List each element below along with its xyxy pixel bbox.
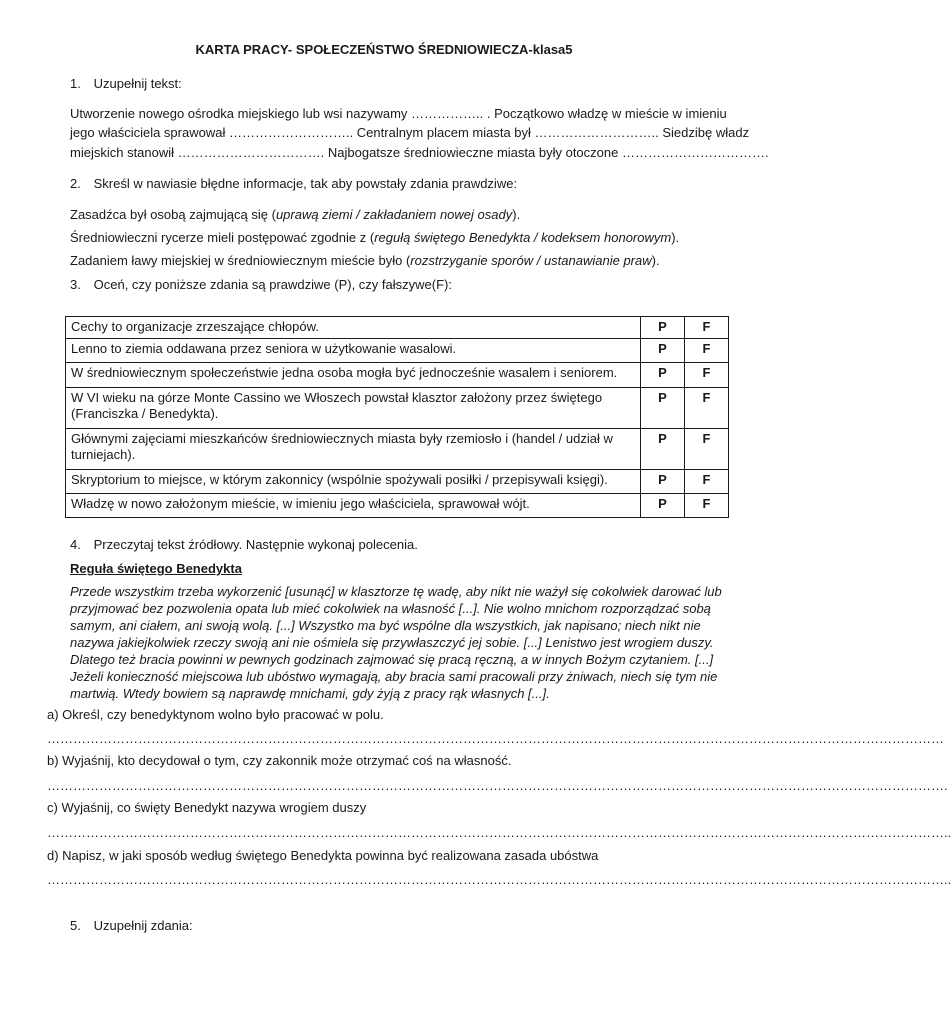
answer-line-a[interactable]: ……………………………………………………………………………………………………………………………………………………………………………………… (47, 731, 944, 746)
task1-line-3: miejskich stanowił ……………………………. Najbogatsze średniowieczne miasta były otoczone ……………………………. (70, 145, 769, 160)
true-option[interactable]: P (641, 494, 685, 518)
source-text: Przede wszystkim trzeba wykorzenić [usunąć] w klasztorze tę wadę, aby nikt nie ważył się cokolwiek darować lub przyjmować bez pozwolenia opata lub mieć cokolwiek na własność [...]. Nie wolno mnichom rozporządzać sobą samym, ani ciałem, ani swoją wolą. [...] Wszystko ma być wspólne dla wszystkich, jak napisano; niech nikt nie nazywa jakiejkolwiek rzeczy swoją ani nie ośmiela się przywłaszczyć jej sobie. [...] Lenistwo jest wrogiem duszy. Dlatego też bracia powinni w pewnych godzinach zajmować się pracą ręczną, a w innych Bożym czytaniem. [...] Jeżeli konieczność miejscowa lub ubóstwo wymagają, aby bracia sami pracowali przy żniwach, niech się tym nie martwią. Wtedy bowiem są naprawdę mnichami, gdy żyją z pracy rąk własnych [...]. (70, 584, 722, 701)
task2-number: 2. (70, 176, 81, 191)
true-option[interactable]: P (641, 388, 685, 429)
source-title: Reguła świętego Benedykta (70, 561, 242, 576)
table-row (66, 388, 729, 429)
sentence-text: Średniowieczni rycerze mieli postępować zgodnie z ( (70, 230, 375, 245)
task2-label: Skreśl w nawiasie błędne informacje, tak aby powstały zdania prawdziwe: (93, 176, 518, 191)
answer-line-c[interactable]: ……………………………………………………………………………………………………………………………………………………………………………………….. (47, 825, 951, 840)
question-c: c) Wyjaśnij, co święty Benedykt nazywa wrogiem duszy (47, 800, 367, 815)
task4-heading (70, 537, 418, 552)
question-a: a) Określ, czy benedyktynom wolno było pracować w polu. (47, 707, 384, 722)
task3-label: Oceń, czy poniższe zdania są prawdziwe (P), czy fałszywe(F): (93, 277, 452, 292)
table-row (66, 339, 729, 363)
false-option[interactable]: F (685, 388, 729, 429)
task1-number: 1. (70, 76, 81, 91)
task2-sentence-3 (70, 253, 660, 268)
question-b: b) Wyjaśnij, kto decydował o tym, czy zakonnik może otrzymać coś na własność. (47, 753, 512, 768)
statement-cell: Lenno to ziemia oddawana przez seniora w użytkowanie wasalowi. (66, 339, 641, 363)
sentence-options: uprawą ziemi / zakładaniem nowej osady (275, 207, 513, 222)
task5-label: Uzupełnij zdania: (93, 918, 193, 933)
statement-cell: Skryptorium to miejsce, w którym zakonnicy (wspólnie spożywali posiłki / przepisywali księgi). (66, 470, 641, 494)
sentence-text: Zasadźca był osobą zajmującą się ( (70, 207, 276, 222)
table-row (66, 317, 729, 339)
task4-label: Przeczytaj tekst źródłowy. Następnie wykonaj polecenia. (93, 537, 418, 552)
worksheet-title: KARTA PRACY- SPOŁECZEŃSTWO ŚREDNIOWIECZA-klasa5 (195, 42, 573, 57)
false-option[interactable]: F (685, 339, 729, 363)
statement-cell: W VI wieku na górze Monte Cassino we Włoszech powstał klasztor założony przez świętego (Franciszka / Benedykta). (66, 388, 641, 429)
task5-heading (70, 918, 193, 933)
table-row (66, 470, 729, 494)
answer-line-d[interactable]: ……………………………………………………………………………………………………………………………………………………………………………………….. (47, 872, 951, 887)
task4-number: 4. (70, 537, 81, 552)
sentence-end: ). (671, 230, 680, 245)
task1-line-1: Utworzenie nowego ośrodka miejskiego lub wsi nazywamy …………….. . Początkowo władzę w mieście w imieniu (70, 106, 727, 121)
true-option[interactable]: P (641, 339, 685, 363)
sentence-options: rozstrzyganie sporów / ustanawianie praw (410, 253, 652, 268)
task1-label: Uzupełnij tekst: (93, 76, 182, 91)
true-option[interactable]: P (641, 470, 685, 494)
false-option[interactable]: F (685, 317, 729, 339)
statement-cell: W średniowiecznym społeczeństwie jedna osoba mogła być jednocześnie wasalem i seniorem. (66, 363, 641, 388)
task1-heading (70, 76, 182, 91)
task1-line-2: jego właściciela sprawował ……………………….. Centralnym placem miasta był ……………………….. Siedzibę władz (70, 125, 750, 140)
true-option[interactable]: P (641, 363, 685, 388)
task3-number: 3. (70, 277, 81, 292)
table-row (66, 429, 729, 470)
task2-sentence-1 (70, 207, 520, 222)
table-row (66, 494, 729, 518)
sentence-end: ). (651, 253, 660, 268)
true-option[interactable]: P (641, 317, 685, 339)
false-option[interactable]: F (685, 429, 729, 470)
task2-heading (70, 176, 517, 191)
statement-cell: Głównymi zajęciami mieszkańców średniowiecznych miasta były rzemiosło i (handel / udział w turniejach). (66, 429, 641, 470)
task2-sentence-2 (70, 230, 679, 245)
sentence-options: regułą świętego Benedykta / kodeksem honorowym (374, 230, 672, 245)
question-d: d) Napisz, w jaki sposób według świętego Benedykta powinna być realizowana zasada ubóstwa (47, 848, 599, 863)
sentence-end: ). (512, 207, 521, 222)
task5-number: 5. (70, 918, 81, 933)
true-option[interactable]: P (641, 429, 685, 470)
false-option[interactable]: F (685, 470, 729, 494)
false-option[interactable]: F (685, 494, 729, 518)
true-false-table (65, 316, 729, 518)
sentence-text: Zadaniem ławy miejskiej w średniowiecznym mieście było ( (70, 253, 411, 268)
answer-line-b[interactable]: ………………………………………………………………………………………………………………………………………………………………………………………. (47, 778, 948, 793)
task3-heading (70, 277, 452, 292)
table-row (66, 363, 729, 388)
statement-cell: Władzę w nowo założonym mieście, w imieniu jego właściciela, sprawował wójt. (66, 494, 641, 518)
false-option[interactable]: F (685, 363, 729, 388)
statement-cell: Cechy to organizacje zrzeszające chłopów. (66, 317, 641, 339)
